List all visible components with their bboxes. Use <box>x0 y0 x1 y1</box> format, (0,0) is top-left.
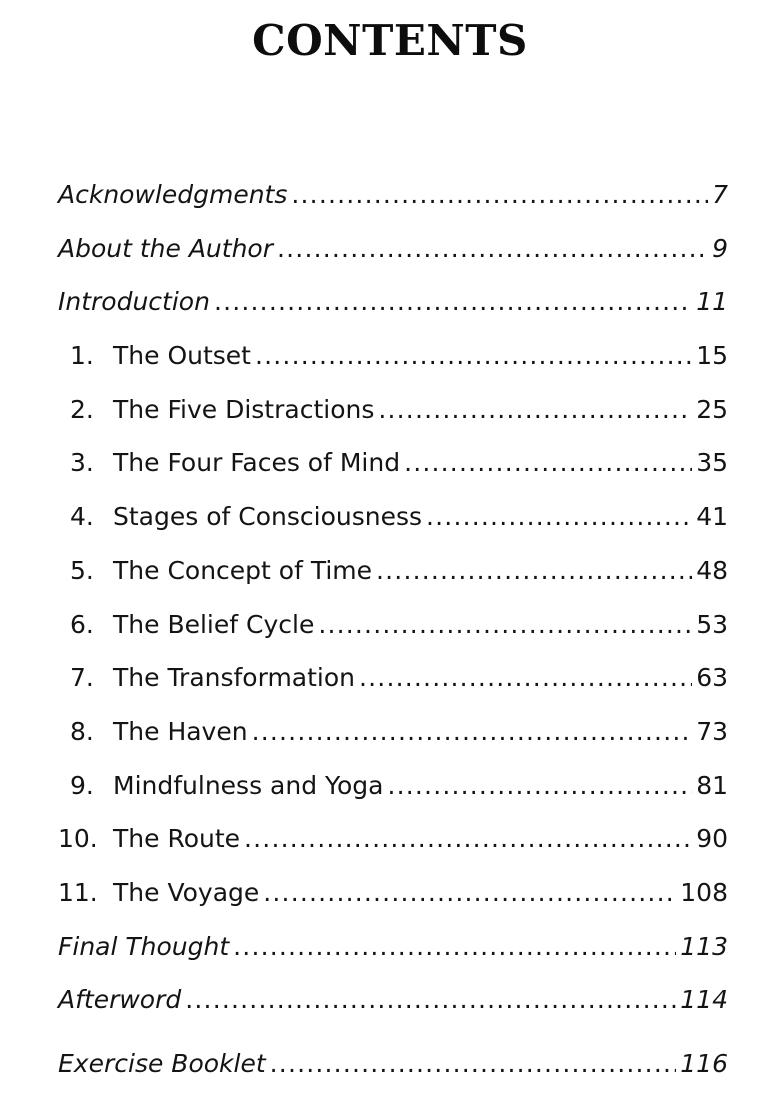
toc-chapter-11[interactable] <box>58 878 728 932</box>
toc-chapter-6[interactable] <box>58 610 728 664</box>
toc-entry-label: The Four Faces of Mind <box>113 448 401 478</box>
chapter-number: 2. <box>70 394 94 424</box>
toc-entry-label: The Concept of Time <box>113 555 373 585</box>
toc-entry-about-the-author[interactable] <box>58 234 728 288</box>
toc-entry-label: The Belief Cycle <box>113 609 315 639</box>
toc-entry-page: 25 <box>696 394 728 424</box>
toc-chapter-10[interactable] <box>58 824 728 878</box>
chapter-number: 7. <box>70 663 94 693</box>
toc-entry-page: 108 <box>680 877 728 907</box>
chapter-number: 3. <box>70 448 94 478</box>
toc-chapter-9[interactable] <box>58 771 728 825</box>
chapter-number: 4. <box>70 502 94 532</box>
chapter-number: 10. <box>58 824 98 854</box>
toc-entry-label: Exercise Booklet <box>58 1049 266 1078</box>
chapter-number: 6. <box>70 609 94 639</box>
toc-entry-page: 114 <box>680 985 728 1015</box>
toc-entry-page: 15 <box>696 341 728 371</box>
dot-leader <box>244 824 692 849</box>
toc-entry-label: The Transformation <box>113 663 356 693</box>
toc-chapter-8[interactable] <box>58 717 728 771</box>
dot-leader <box>404 448 692 473</box>
dot-leader <box>387 771 692 796</box>
dot-leader <box>185 985 676 1010</box>
toc-entry-page: 48 <box>696 555 728 585</box>
toc-entry-label: Mindfulness and Yoga <box>113 770 384 800</box>
toc-entry-page: 113 <box>680 931 728 961</box>
toc-entry-afterword[interactable] <box>58 985 728 1039</box>
dot-leader <box>318 610 692 635</box>
toc-entry-page: 7 <box>712 180 728 209</box>
toc-entry-page: 35 <box>696 448 728 478</box>
toc-entry-label: The Route <box>113 824 241 854</box>
toc-entry-page: 116 <box>680 1049 728 1078</box>
chapter-number: 1. <box>70 341 94 371</box>
toc-entry-label: Stages of Consciousness <box>113 502 423 532</box>
dot-leader <box>252 717 693 742</box>
dot-leader <box>359 663 692 688</box>
dot-leader <box>376 556 692 581</box>
toc-chapter-2[interactable] <box>58 395 728 449</box>
dot-leader <box>277 234 708 259</box>
toc-chapter-5[interactable] <box>58 556 728 610</box>
dot-leader <box>233 932 676 957</box>
toc-entry-label: Introduction <box>58 287 210 317</box>
toc-entry-final-thought[interactable] <box>58 932 728 986</box>
toc-entry-page: 81 <box>696 770 728 800</box>
toc-entry-label: Final Thought <box>58 931 230 961</box>
toc-entry-page: 11 <box>696 287 728 317</box>
chapter-number: 8. <box>70 716 94 746</box>
toc-entry-label: The Haven <box>113 716 248 746</box>
toc-entry-label: The Voyage <box>113 877 260 907</box>
toc-chapter-1[interactable] <box>58 341 728 395</box>
toc-entry-label: The Five Distractions <box>113 394 375 424</box>
toc-entry-page: 41 <box>696 502 728 532</box>
dot-leader <box>255 341 692 366</box>
toc-chapter-3[interactable] <box>58 448 728 502</box>
toc-entry-label: Afterword <box>58 985 182 1015</box>
toc-entry-page: 9 <box>712 233 728 263</box>
toc-entry-page: 90 <box>696 824 728 854</box>
dot-leader <box>214 287 692 312</box>
toc-entry-page: 73 <box>696 716 728 746</box>
toc-entry-exercise-booklet[interactable] <box>58 1049 728 1103</box>
dot-leader <box>426 502 692 527</box>
dot-leader <box>270 1049 677 1074</box>
toc-entry-label: About the Author <box>58 233 274 263</box>
toc-chapter-7[interactable] <box>58 663 728 717</box>
toc-entry-label: Acknowledgments <box>58 180 288 209</box>
chapter-number: 9. <box>70 770 94 800</box>
toc-chapter-4[interactable] <box>58 502 728 556</box>
dot-leader <box>263 878 676 903</box>
chapter-number: 5. <box>70 555 94 585</box>
dot-leader <box>378 395 692 420</box>
toc-entry-label: The Outset <box>113 341 251 371</box>
toc-entry-acknowledgments[interactable] <box>58 180 728 234</box>
chapter-number: 11. <box>58 877 98 907</box>
toc-entry-page: 53 <box>696 609 728 639</box>
toc-entry-introduction[interactable] <box>58 287 728 341</box>
page-title: CONTENTS <box>252 16 528 65</box>
dot-leader <box>291 180 708 205</box>
toc-entry-page: 63 <box>696 663 728 693</box>
table-of-contents <box>58 180 728 1103</box>
